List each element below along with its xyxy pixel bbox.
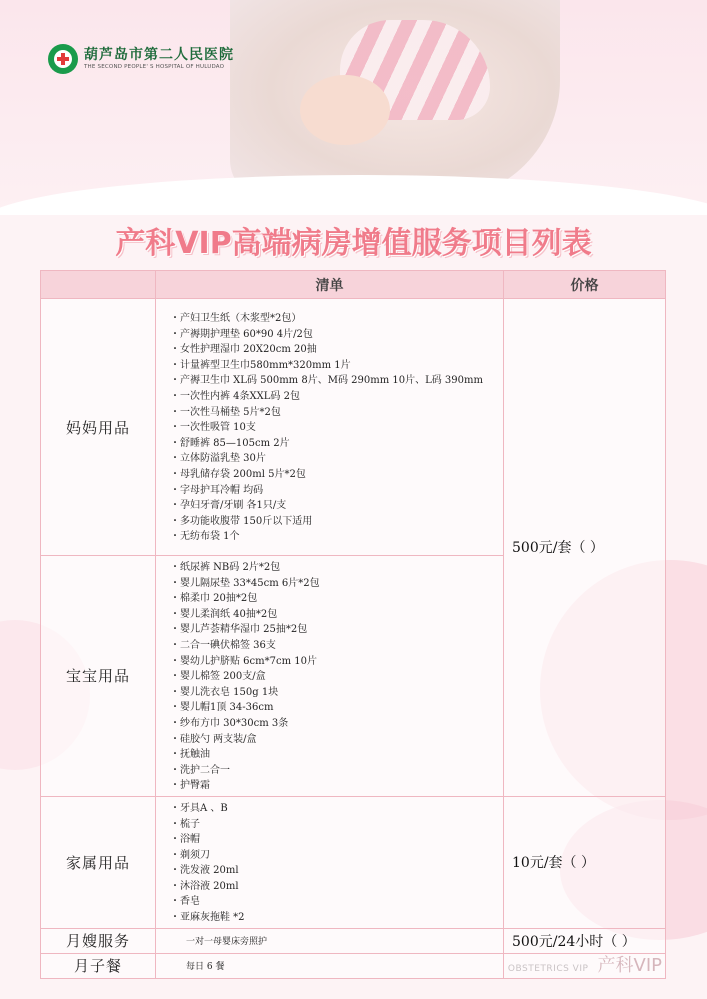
list-item: ・产褥卫生巾 XL码 500mm 8片、M码 290mm 10片、L码 390mm xyxy=(170,375,483,387)
list-item: ・立体防溢乳垫 30片 xyxy=(170,453,266,465)
service-table xyxy=(40,270,666,979)
table-header-row xyxy=(41,271,666,299)
list-item: ・浴帽 xyxy=(170,834,200,846)
list-item: ・无纺布袋 1个 xyxy=(170,531,240,543)
table-row-nanny xyxy=(41,928,666,953)
list-item: ・母乳储存袋 200ml 5片*2包 xyxy=(170,468,306,480)
list-item: ・一次性内裤 4条XXL码 2包 xyxy=(170,391,300,403)
header-list: 清单 xyxy=(156,271,504,299)
hospital-name-en: THE SECOND PEOPLE' S HOSPITAL OF HULUDAO xyxy=(84,64,225,70)
list-item: ・沐浴液 20ml xyxy=(170,880,239,892)
list-item: ・纸尿裤 NB码 2片*2包 xyxy=(170,562,281,573)
items-baby xyxy=(156,556,504,797)
list-item: ・亚麻灰拖鞋 *2 xyxy=(170,912,245,924)
list-item: ・女性护理湿巾 20X20cm 20抽 xyxy=(170,344,317,356)
footer-en: OBSTETRICS VIP xyxy=(507,964,589,974)
table-row-mother xyxy=(41,299,666,556)
page-title: 产科VIP高端病房增值服务项目列表 xyxy=(115,226,592,261)
list-item: ・产妇卫生纸（木浆型*2包） xyxy=(170,313,302,325)
category-mother: 妈妈用品 xyxy=(41,299,156,556)
hospital-cross-icon xyxy=(48,44,78,74)
price-mother-baby: 500元/套（ ） xyxy=(504,299,666,797)
list-item: ・二合一碘伏棉签 36支 xyxy=(170,639,276,651)
nanny-desc: 一对一母婴床旁照护 xyxy=(156,928,504,953)
list-item: ・纱布方巾 30*30cm 3条 xyxy=(170,717,289,729)
items-mother xyxy=(156,299,504,556)
list-item: ・一次性马桶垫 5片*2包 xyxy=(170,406,281,418)
list-item: ・婴儿隔尿垫 33*45cm 6片*2包 xyxy=(170,577,320,589)
category-family: 家属用品 xyxy=(41,796,156,928)
price-nanny: 500元/24小时（ ） xyxy=(504,928,666,953)
list-item: ・产褥期护理垫 60*90 4片/2包 xyxy=(170,328,313,340)
hospital-logo xyxy=(48,44,234,74)
list-item: ・棉柔巾 20抽*2包 xyxy=(170,593,258,605)
list-item: ・洗发液 20ml xyxy=(170,865,239,877)
wave-divider xyxy=(0,175,707,215)
list-item: ・婴儿棉签 200支/盒 xyxy=(170,671,266,683)
list-item: ・婴儿洗衣皂 150g 1块 xyxy=(170,686,279,698)
list-item: ・字母护耳冷帽 均码 xyxy=(170,484,264,496)
list-item: ・香皂 xyxy=(170,896,200,908)
list-item: ・抚触油 xyxy=(170,749,210,761)
list-item: ・计量裤型卫生巾580mm*320mm 1片 xyxy=(170,359,351,371)
meal-desc: 每日 6 餐 xyxy=(156,953,504,978)
list-item: ・婴儿柔润纸 40抽*2包 xyxy=(170,608,278,620)
list-item: ・孕妇牙膏/牙刷 各1只/支 xyxy=(170,500,287,512)
list-item: ・梳子 xyxy=(170,818,200,830)
list-item: ・硅胶勺 两支装/盒 xyxy=(170,733,257,745)
header-category xyxy=(41,271,156,299)
list-item: ・婴儿帽1顶 34-36cm xyxy=(170,702,274,714)
list-item: ・舒睡裤 85—105cm 2片 xyxy=(170,437,290,449)
hero-banner xyxy=(0,0,707,215)
header-price: 价格 xyxy=(504,271,666,299)
list-item: ・婴幼儿护脐贴 6cm*7cm 10片 xyxy=(170,655,317,667)
footer-brand xyxy=(508,951,662,977)
baby-face-image xyxy=(300,75,390,145)
list-item: ・多功能收腹带 150斤以下适用 xyxy=(170,515,313,527)
list-item: ・护臀霜 xyxy=(170,780,210,792)
footer-cn: 产科VIP xyxy=(597,955,662,976)
table-row-family xyxy=(41,796,666,928)
category-baby: 宝宝用品 xyxy=(41,556,156,797)
list-item: ・洗护二合一 xyxy=(170,764,230,776)
category-meal: 月子餐 xyxy=(41,953,156,978)
category-nanny: 月嫂服务 xyxy=(41,928,156,953)
hospital-name-cn: 葫芦岛市第二人民医院 xyxy=(84,47,234,63)
list-item: ・牙具A 、B xyxy=(170,802,228,814)
items-family xyxy=(156,796,504,928)
price-family: 10元/套（ ） xyxy=(504,796,666,928)
list-item: ・婴儿芦荟精华湿巾 25抽*2包 xyxy=(170,624,308,636)
list-item: ・一次性吸管 10支 xyxy=(170,422,256,434)
list-item: ・剃须刀 xyxy=(170,849,210,861)
